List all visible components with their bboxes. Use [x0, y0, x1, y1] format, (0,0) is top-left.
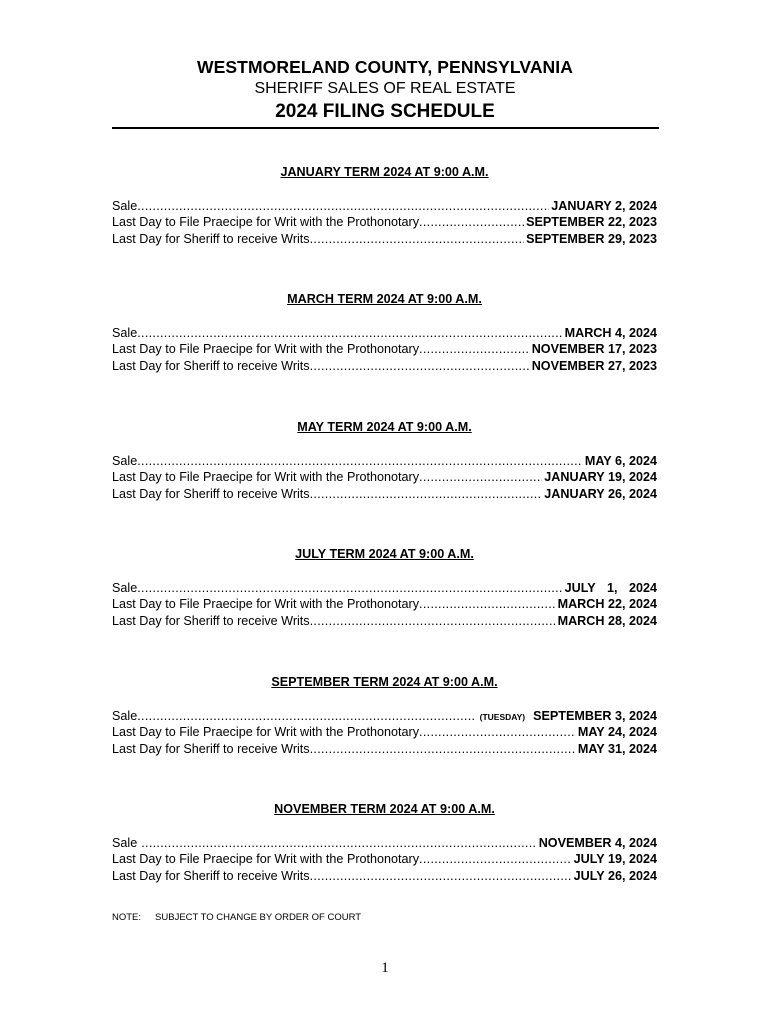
row-date: JANUARY 2, 2024 — [551, 198, 657, 213]
row-label: Sale — [112, 198, 138, 213]
weekday-note: (TUESDAY) — [479, 711, 526, 722]
note-text: SUBJECT TO CHANGE BY ORDER OF COURT — [155, 912, 362, 923]
row-date: SEPTEMBER 29, 2023 — [526, 231, 657, 246]
praecipe-row — [112, 214, 657, 231]
term-section-july — [112, 546, 657, 629]
term-title: MAY TERM 2024 AT 9:00 A.M. — [297, 420, 472, 434]
dot-leader — [419, 214, 524, 231]
row-date: JULY 1, 2024 — [564, 580, 657, 595]
row-date: JANUARY 19, 2024 — [544, 470, 657, 484]
dot-leader — [310, 741, 576, 758]
term-section-january — [112, 164, 657, 247]
title-divider — [112, 127, 659, 129]
sale-row — [112, 198, 657, 215]
row-label: Sale — [112, 325, 138, 340]
dot-leader — [310, 613, 556, 630]
sale-row — [112, 708, 657, 725]
dot-leader — [310, 231, 524, 248]
row-label: Last Day to File Praecipe for Writ with the Prothonotary — [112, 215, 420, 229]
dot-leader — [137, 198, 549, 215]
footnote — [112, 912, 361, 923]
dot-leader — [419, 341, 530, 358]
dot-leader — [419, 596, 556, 613]
row-date: NOVEMBER 27, 2023 — [531, 358, 657, 373]
page-number: 1 — [381, 960, 389, 976]
row-label: Sale — [112, 453, 138, 468]
document-subtitle: SHERIFF SALES OF REAL ESTATE — [254, 80, 516, 97]
dot-leader — [137, 708, 475, 725]
sale-row — [112, 325, 657, 342]
term-title: SEPTEMBER TERM 2024 AT 9:00 A.M. — [271, 675, 498, 689]
row-date: JULY 26, 2024 — [573, 868, 657, 883]
praecipe-row — [112, 724, 657, 741]
dot-leader — [419, 851, 572, 868]
row-label: Sale — [112, 580, 138, 595]
term-title: JULY TERM 2024 AT 9:00 A.M. — [295, 547, 474, 561]
praecipe-row — [112, 851, 657, 868]
row-date: NOVEMBER 17, 2023 — [531, 342, 657, 356]
row-label: Last Day for Sheriff to receive Writs — [112, 741, 310, 756]
schedule-title: 2024 FILING SCHEDULE — [275, 101, 495, 122]
term-section-may — [112, 419, 657, 502]
writs-row — [112, 486, 657, 503]
dot-leader — [419, 724, 576, 741]
dot-leader — [137, 580, 562, 597]
dot-leader — [310, 868, 572, 885]
writs-row — [112, 231, 657, 248]
row-date: MAY 24, 2024 — [577, 725, 657, 739]
row-label: Sale — [112, 708, 138, 723]
sale-row — [112, 580, 657, 597]
row-label: Last Day for Sheriff to receive Writs — [112, 486, 310, 501]
row-date: NOVEMBER 4, 2024 — [538, 835, 657, 850]
dot-leader — [310, 486, 543, 503]
writs-row — [112, 741, 657, 758]
row-date: SEPTEMBER 22, 2023 — [526, 215, 657, 229]
note-label: NOTE: — [112, 912, 142, 923]
dot-leader — [141, 835, 536, 852]
praecipe-row — [112, 341, 657, 358]
term-title: JANUARY TERM 2024 AT 9:00 A.M. — [280, 165, 489, 179]
writs-row — [112, 358, 657, 375]
writs-row — [112, 868, 657, 885]
row-label: Last Day to File Praecipe for Writ with the Prothonotary — [112, 597, 420, 611]
writs-row — [112, 613, 657, 630]
term-section-september — [112, 674, 657, 757]
row-date: MARCH 22, 2024 — [557, 597, 657, 611]
row-label: Sale — [112, 835, 138, 850]
row-label: Last Day for Sheriff to receive Writs — [112, 613, 310, 628]
row-date: MARCH 4, 2024 — [564, 325, 657, 340]
praecipe-row — [112, 596, 657, 613]
term-title: MARCH TERM 2024 AT 9:00 A.M. — [287, 292, 482, 306]
praecipe-row — [112, 469, 657, 486]
row-date: MAY 6, 2024 — [584, 453, 657, 468]
dot-leader — [419, 469, 542, 486]
row-date: JULY 19, 2024 — [573, 852, 657, 866]
sale-row — [112, 453, 657, 470]
row-label: Last Day to File Praecipe for Writ with the Prothonotary — [112, 342, 420, 356]
row-label: Last Day for Sheriff to receive Writs — [112, 868, 310, 883]
row-date: MARCH 28, 2024 — [557, 613, 657, 628]
row-label: Last Day for Sheriff to receive Writs — [112, 358, 310, 373]
row-label: Last Day to File Praecipe for Writ with the Prothonotary — [112, 852, 420, 866]
row-date: SEPTEMBER 3, 2024 — [533, 708, 657, 723]
term-section-march — [112, 291, 657, 374]
term-title: NOVEMBER TERM 2024 AT 9:00 A.M. — [274, 802, 495, 816]
row-date: MAY 31, 2024 — [577, 741, 657, 756]
row-label: Last Day for Sheriff to receive Writs — [112, 231, 310, 246]
row-label: Last Day to File Praecipe for Writ with the Prothonotary — [112, 725, 420, 739]
row-label: Last Day to File Praecipe for Writ with the Prothonotary — [112, 470, 420, 484]
dot-leader — [137, 325, 562, 342]
sale-row — [112, 835, 657, 852]
dot-leader — [137, 453, 583, 470]
term-section-november — [112, 801, 657, 884]
county-heading: WESTMORELAND COUNTY, PENNSYLVANIA — [197, 57, 573, 77]
row-date: JANUARY 26, 2024 — [544, 486, 657, 501]
dot-leader — [310, 358, 530, 375]
